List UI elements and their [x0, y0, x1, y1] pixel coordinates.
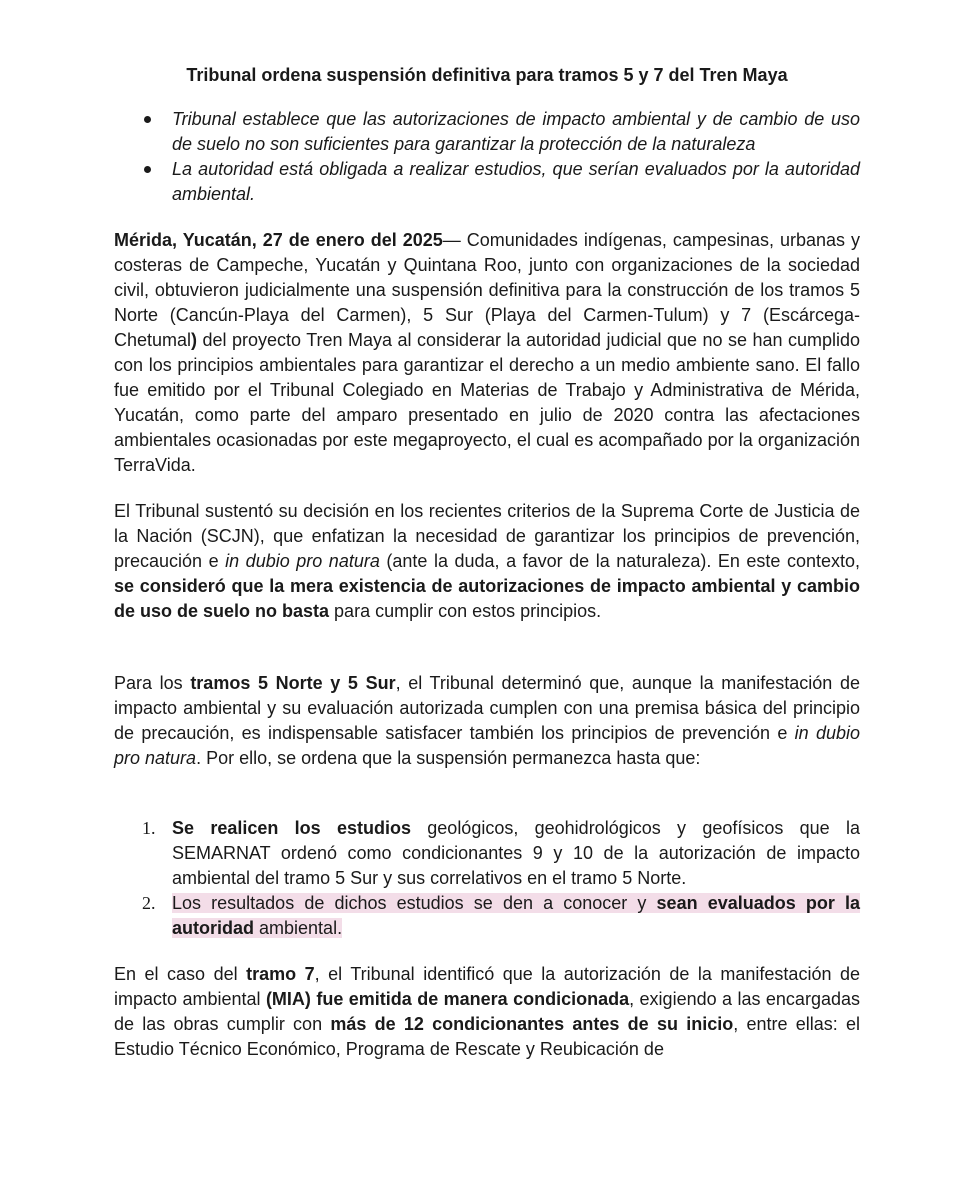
paragraph-4 [114, 962, 860, 1062]
bullet-text: La autoridad está obligada a realizar estudios, que serían evaluados por la autoridad ambiental. [172, 159, 860, 204]
paragraph-text-bold: (MIA) fue emitida de manera condicionada [265, 989, 630, 1009]
paragraph-text: , el Tribunal determinó que, aunque la manifestación de impacto ambiental y su evaluación autorizada cumplen con una premisa básica del principio de precaución, es indispensable satisfacer también los principios de prevención e [114, 673, 860, 743]
list-text-bold: sean evaluados por la autoridad [172, 893, 861, 938]
bullet-dot-icon [144, 166, 151, 173]
list-number: 2. [142, 893, 156, 913]
list-text: Los resultados de dichos estudios se den a conocer y [172, 893, 657, 913]
bullet-item [114, 157, 860, 207]
list-text-bold: Se realicen los estudios [172, 818, 411, 838]
paragraph-text: — Comunidades indígenas, campesinas, urbanas y costeras de Campeche, Yucatán y Quintana Roo, junto con organizaciones de la sociedad civil, obtuvieron judicialmente una suspensión definitiva para la construcción de los tramos 5 Norte (Cancún-Playa del Carmen), 5 Sur (Playa del Carmen-Tulum) y 7 (Escárcega-Chetumal [114, 230, 861, 350]
paragraph-text: En el caso del [114, 964, 247, 984]
dateline: Mérida, Yucatán, 27 de enero del 2025 [114, 230, 443, 250]
latin-phrase: in dubio pro natura [225, 551, 380, 571]
paragraph-text-bold: ) [191, 330, 198, 350]
list-text: ambiental. [254, 918, 343, 938]
paragraph-text-bold: tramo 7 [246, 964, 315, 984]
bullet-item [114, 107, 860, 157]
paragraph-text: para cumplir con estos principios. [329, 601, 602, 621]
paragraph-1 [114, 228, 860, 478]
paragraph-text-bold: más de 12 condicionantes antes de su inicio [330, 1014, 734, 1034]
bullet-text: Tribunal establece que las autorizaciones de impacto ambiental y de cambio de uso de suelo no son suficientes para garantizar la protección de la naturaleza [172, 109, 860, 154]
paragraph-text-bold: se consideró que la mera existencia de autorizaciones de impacto ambiental y cambio de uso de suelo no basta [114, 576, 860, 621]
conditions-list [114, 816, 860, 941]
paragraph-text: , exigiendo a las encargadas de las obras cumplir con [114, 989, 860, 1034]
paragraph-text-bold: tramos 5 Norte y 5 Sur [190, 673, 396, 693]
paragraph-text: Para los [114, 673, 191, 693]
document-title: Tribunal ordena suspensión definitiva para tramos 5 y 7 del Tren Maya [186, 65, 788, 85]
list-item [114, 891, 860, 941]
paragraph-text: , entre ellas: el Estudio Técnico Económico, Programa de Rescate y Reubicación de [114, 1014, 861, 1059]
bullet-dot-icon [144, 116, 151, 123]
paragraph-text: . Por ello, se ordena que la suspensión permanezca hasta que: [196, 748, 701, 768]
paragraph-text: (ante la duda, a favor de la naturaleza). En este contexto, [379, 551, 861, 571]
paragraph-text: del proyecto Tren Maya al considerar la autoridad judicial que no se han cumplido con los principios ambientales para garantizar el derecho a un medio ambiente sano. El fallo fue emitido por el Tribunal Colegiado en Materias de Trabajo y Administrativa de Mérida, Yucatán, como parte del amparo presentado en julio de 2020 contra las afectaciones ambientales ocasionadas por este megaproyecto, el cual es acompañado por la organización TerraVida. [114, 330, 860, 475]
paragraph-2 [114, 499, 860, 624]
paragraph-text: El Tribunal sustentó su decisión en los recientes criterios de la Suprema Corte de Justicia de la Nación (SCJN), que enfatizan la necesidad de garantizar los principios de prevención, precaución e [114, 501, 860, 571]
paragraph-text: , el Tribunal identificó que la autorización de la manifestación de impacto ambiental [114, 964, 860, 1009]
list-item [114, 816, 860, 891]
summary-bullets [114, 107, 860, 207]
highlighted-text [172, 893, 860, 938]
paragraph-3 [114, 671, 860, 771]
list-number: 1. [142, 818, 156, 838]
list-text: geológicos, geohidrológicos y geofísicos que la SEMARNAT ordenó como condicionantes 9 y 10 de la autorización de impacto ambiental del tramo 5 Sur y sus correlativos en el tramo 5 Norte. [172, 818, 860, 888]
latin-phrase: in dubio pro natura [114, 723, 860, 768]
